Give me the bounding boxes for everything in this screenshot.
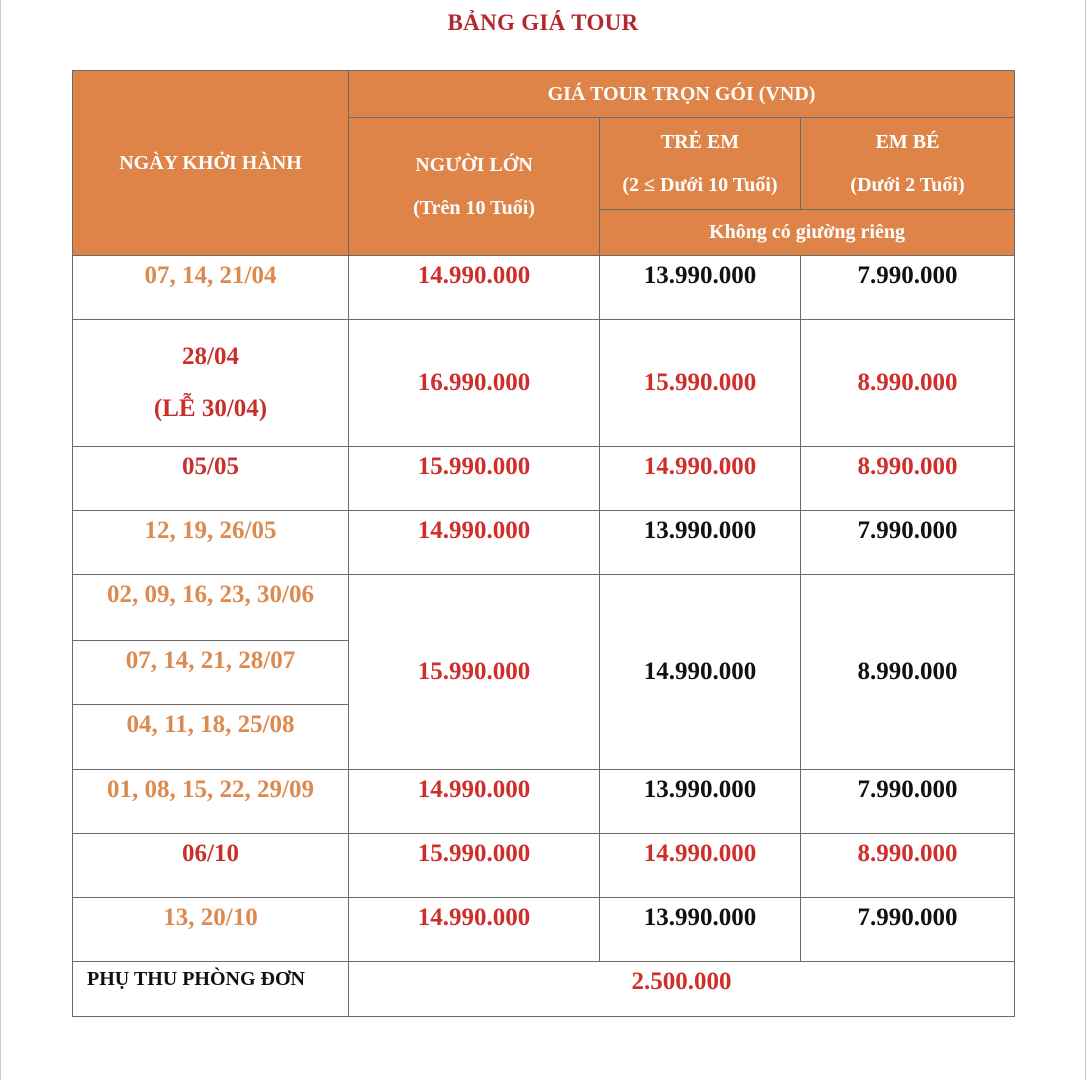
row-child-price: 15.990.000 bbox=[600, 320, 801, 447]
row-date bbox=[73, 320, 349, 447]
row-date-note: (LỄ 30/04) bbox=[153, 395, 268, 422]
page-title: BẢNG GIÁ TOUR bbox=[447, 10, 639, 35]
header-package-price: GIÁ TOUR TRỌN GÓI (VND) bbox=[349, 71, 1015, 118]
row-date: 07, 14, 21/04 bbox=[73, 256, 349, 320]
row-date: 04, 11, 18, 25/08 bbox=[73, 705, 349, 770]
header-infant-note: (Dưới 2 Tuổi) bbox=[850, 173, 965, 196]
table-row bbox=[73, 834, 1015, 898]
row-child-price: 14.990.000 bbox=[600, 834, 801, 898]
page-edge-left bbox=[0, 0, 1, 1080]
row-adult-price: 15.990.000 bbox=[349, 575, 600, 770]
table-row bbox=[73, 511, 1015, 575]
row-child-price: 14.990.000 bbox=[600, 575, 801, 770]
row-adult-price: 14.990.000 bbox=[349, 770, 600, 834]
header-child bbox=[600, 118, 801, 210]
row-adult-price: 15.990.000 bbox=[349, 447, 600, 511]
header-adult-note: (Trên 10 Tuổi) bbox=[413, 196, 535, 219]
row-child-price: 14.990.000 bbox=[600, 447, 801, 511]
header-departure: NGÀY KHỞI HÀNH bbox=[73, 71, 349, 256]
surcharge-label: PHỤ THU PHÒNG ĐƠN bbox=[73, 962, 349, 1017]
row-date: 13, 20/10 bbox=[73, 898, 349, 962]
row-infant-price: 7.990.000 bbox=[801, 770, 1015, 834]
row-adult-price: 14.990.000 bbox=[349, 511, 600, 575]
table-row bbox=[73, 320, 1015, 447]
row-child-price: 13.990.000 bbox=[600, 770, 801, 834]
row-adult-price: 14.990.000 bbox=[349, 898, 600, 962]
table-row bbox=[73, 256, 1015, 320]
table-row bbox=[73, 575, 1015, 641]
surcharge-value: 2.500.000 bbox=[349, 962, 1015, 1017]
row-infant-price: 7.990.000 bbox=[801, 511, 1015, 575]
header-infant bbox=[801, 118, 1015, 210]
header-child-label: TRẺ EM bbox=[660, 130, 740, 153]
row-infant-price: 7.990.000 bbox=[801, 898, 1015, 962]
row-child-price: 13.990.000 bbox=[600, 511, 801, 575]
table-row bbox=[73, 447, 1015, 511]
row-adult-price: 14.990.000 bbox=[349, 256, 600, 320]
header-infant-label: EM BÉ bbox=[875, 130, 940, 153]
row-child-price: 13.990.000 bbox=[600, 256, 801, 320]
row-date: 06/10 bbox=[73, 834, 349, 898]
row-adult-price: 16.990.000 bbox=[349, 320, 600, 447]
table-row bbox=[73, 770, 1015, 834]
row-infant-price: 8.990.000 bbox=[801, 447, 1015, 511]
row-date: 12, 19, 26/05 bbox=[73, 511, 349, 575]
header-child-note: (2 ≤ Dưới 10 Tuổi) bbox=[622, 173, 778, 196]
header-adult bbox=[349, 118, 600, 256]
row-infant-price: 8.990.000 bbox=[801, 320, 1015, 447]
header-adult-label: NGƯỜI LỚN bbox=[415, 153, 533, 176]
row-date: 05/05 bbox=[73, 447, 349, 511]
row-date: 02, 09, 16, 23, 30/06 bbox=[73, 575, 349, 641]
row-infant-price: 7.990.000 bbox=[801, 256, 1015, 320]
header-no-bed: Không có giường riêng bbox=[600, 210, 1015, 256]
row-child-price: 13.990.000 bbox=[600, 898, 801, 962]
row-infant-price: 8.990.000 bbox=[801, 575, 1015, 770]
table-row bbox=[73, 898, 1015, 962]
row-date-main: 28/04 bbox=[182, 343, 239, 370]
surcharge-row bbox=[73, 962, 1015, 1017]
row-date: 07, 14, 21, 28/07 bbox=[73, 641, 349, 705]
row-infant-price: 8.990.000 bbox=[801, 834, 1015, 898]
row-date: 01, 08, 15, 22, 29/09 bbox=[73, 770, 349, 834]
price-table bbox=[72, 70, 1015, 1017]
row-adult-price: 15.990.000 bbox=[349, 834, 600, 898]
